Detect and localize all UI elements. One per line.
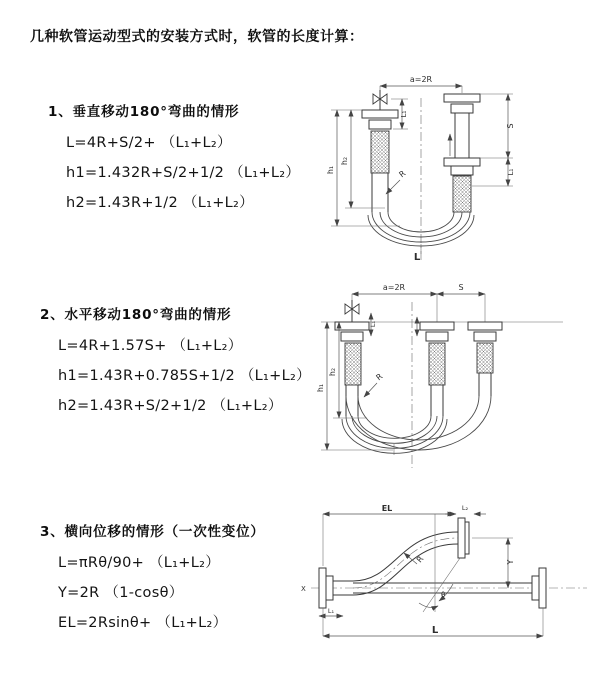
- dim-label-span: a=2R: [382, 283, 406, 292]
- dim-label-l1: L₁: [369, 320, 377, 328]
- dim-label-h1: h₁: [326, 165, 335, 175]
- dim-label-s: S: [458, 283, 464, 292]
- hose-u-bend-initial: [342, 416, 447, 453]
- dim-label-l1: L₁: [327, 607, 335, 615]
- formula-h1: h1=1.432R+S/2+1/2 （L₁+L₂）: [66, 165, 301, 181]
- section-2-formulas: [40, 331, 311, 421]
- dim-label-y: Y: [506, 559, 515, 565]
- dim-label-r: R: [397, 168, 408, 180]
- dim-label-l2: L₂: [461, 504, 469, 512]
- page-title: 几种软管运动型式的安装方式时，软管的长度计算：: [30, 29, 364, 45]
- hose-walls: [346, 373, 491, 416]
- braid-right: [477, 343, 493, 373]
- dim-label-el: EL: [381, 504, 393, 513]
- hose-s-curve: [353, 532, 458, 595]
- section-horizontal-bend: [40, 303, 311, 421]
- valve-icon: [345, 300, 359, 322]
- dimension-y: [472, 538, 515, 588]
- diagram-vertical-180-bend: [305, 66, 600, 266]
- valve-icon: [373, 90, 387, 110]
- diagram-horizontal-180-bend: [305, 278, 600, 473]
- formula-h1: h1=1.43R+0.785S+1/2 （L₁+L₂）: [58, 368, 311, 384]
- diagram-lateral-displacement: [295, 500, 600, 650]
- braid-right: [453, 176, 471, 212]
- section-3-formulas: [40, 548, 265, 638]
- formula-h2: h2=1.43R+S/2+1/2 （L₁+L₂）: [58, 398, 283, 414]
- radius-callout: [364, 372, 385, 397]
- formula-length: L=4R+1.57S+ （L₁+L₂）: [58, 338, 243, 354]
- dim-label-l1: L₁: [400, 110, 408, 118]
- right-flange-upper: [444, 94, 480, 113]
- braid-left: [371, 131, 389, 173]
- dim-label-l: L: [413, 252, 421, 263]
- dimension-l1-left: [369, 313, 377, 336]
- formula-el: EL=2Rsinθ+ （L₁+L₂）: [58, 615, 228, 631]
- dim-label-h1: h₁: [316, 383, 325, 393]
- radius-callout: [404, 553, 426, 564]
- dim-label-r: R: [414, 554, 426, 565]
- dimension-l: [323, 608, 543, 636]
- axis-label-x: X: [301, 585, 306, 593]
- dim-label-l: L: [431, 625, 439, 636]
- section-3-heading: 3、横向位移的情形（一次性变位）: [40, 524, 265, 540]
- section-1-formulas: [48, 128, 300, 218]
- dimension-stroke-s: [480, 94, 515, 158]
- section-2-heading: 2、水平移动180°弯曲的情形: [40, 307, 232, 323]
- braid-left: [345, 343, 361, 385]
- formula-y: Y=2R （1-cosθ）: [58, 585, 184, 601]
- section-lateral-displacement: [40, 520, 265, 638]
- hose-u-bend-shifted: [346, 396, 491, 450]
- dim-label-h2: h₂: [328, 367, 337, 377]
- section-1-heading: 1、垂直移动180°弯曲的情形: [48, 104, 240, 120]
- dimension-span: [352, 283, 485, 322]
- braid-middle: [429, 343, 445, 385]
- middle-flange: [420, 322, 454, 341]
- left-flange: [335, 322, 369, 341]
- formula-h2: h2=1.43R+1/2 （L₁+L₂）: [66, 195, 254, 211]
- dimension-span: [380, 75, 462, 93]
- dim-label-r: R: [374, 371, 385, 383]
- formula-length: L=πRθ/90+ （L₁+L₂）: [58, 555, 221, 571]
- dimension-l2: [445, 504, 486, 514]
- left-flange: [362, 110, 398, 129]
- dim-label-h2: h₂: [340, 156, 349, 166]
- section-vertical-bend: [48, 100, 300, 218]
- right-flange: [468, 322, 502, 341]
- length-callout: [414, 244, 421, 263]
- upper-flange: [458, 518, 469, 558]
- angle-construction: [419, 514, 460, 612]
- dim-label-theta: θ: [441, 591, 446, 599]
- formula-length: L=4R+S/2+ （L₁+L₂）: [66, 135, 232, 151]
- right-flange: [532, 568, 546, 608]
- dim-label-s: S: [506, 123, 515, 129]
- dim-label-span: a=2R: [409, 75, 433, 84]
- dim-label-l1: L₁: [507, 168, 515, 176]
- right-flange-lower: [444, 158, 480, 175]
